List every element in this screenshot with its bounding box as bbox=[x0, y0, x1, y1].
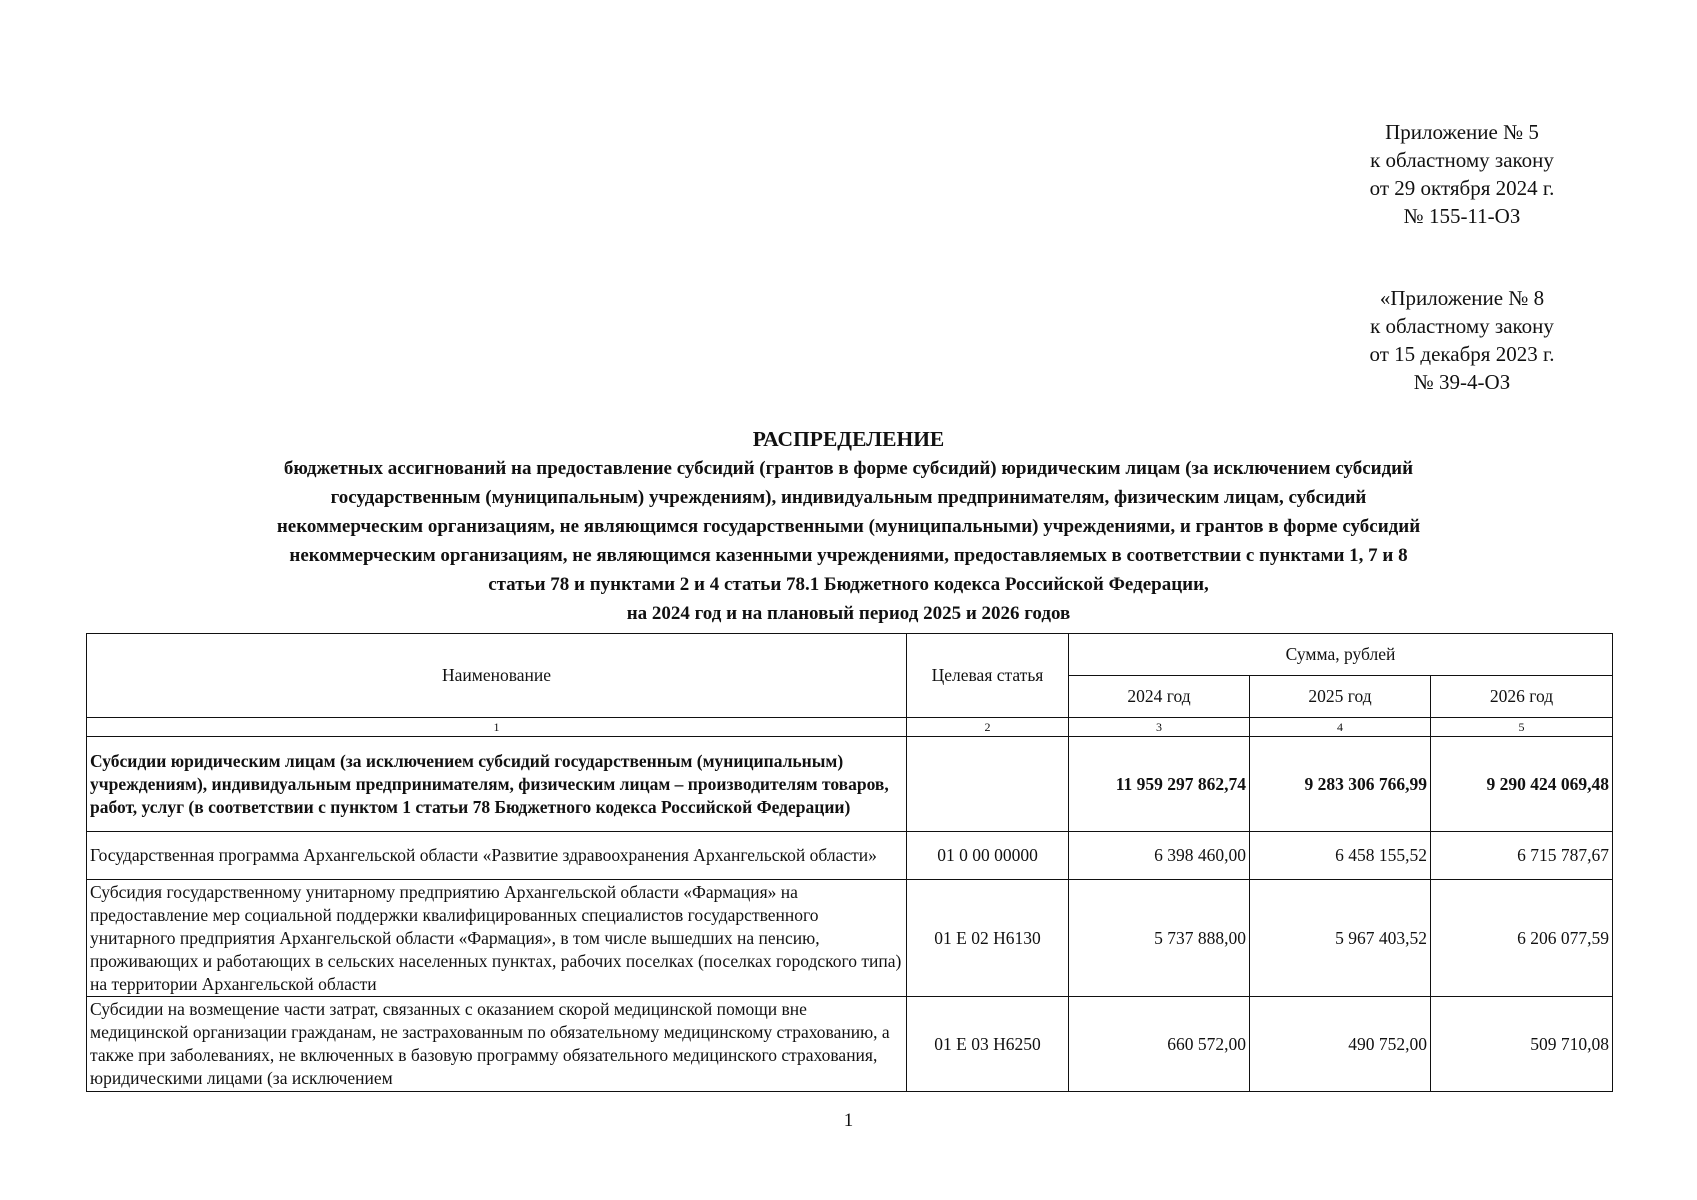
annex-line: № 39-4-ОЗ bbox=[1413, 370, 1511, 394]
header-name: Наименование bbox=[87, 634, 907, 718]
table-row bbox=[87, 880, 1613, 997]
row-name: Субсидии на возмещение части затрат, связанных с оказанием скорой медицинской помощи вне медицинской организации гражданам, не застрахованным по обязательному медицинскому страхованию, а также при заболеваниях, не включенных в базовую программу обязательного медицинского страхования, юридическими лицами (за исключением bbox=[87, 997, 907, 1092]
header-sum: Сумма, рублей bbox=[1069, 634, 1613, 676]
header-year-2025: 2025 год bbox=[1250, 676, 1431, 718]
header-year-2026: 2026 год bbox=[1431, 676, 1613, 718]
title-line: на 2024 год и на плановый период 2025 и 2026 годов bbox=[626, 603, 1071, 624]
title-line: статьи 78 и пунктами 2 и 4 статьи 78.1 Бюджетного кодекса Российской Федерации, bbox=[488, 574, 1209, 595]
page-number: 1 bbox=[843, 1110, 854, 1131]
row-amount-2026: 6 715 787,67 bbox=[1431, 832, 1613, 880]
column-number: 5 bbox=[1431, 718, 1613, 737]
document-title bbox=[86, 424, 1611, 628]
row-amount-2026: 6 206 077,59 bbox=[1431, 880, 1613, 997]
annex-line: «Приложение № 8 bbox=[1379, 286, 1545, 310]
title-line: государственным (муниципальным) учреждениям), индивидуальным предпринимателям, физическим лицам, субсидий bbox=[330, 487, 1367, 508]
row-amount-2025: 9 283 306 766,99 bbox=[1250, 737, 1431, 832]
table-row bbox=[87, 832, 1613, 880]
annex-line: № 155-11-ОЗ bbox=[1403, 204, 1521, 228]
title-line: некоммерческим организациям, не являющимся государственными (муниципальными) учреждениями, и грантов в форме субсидий bbox=[276, 516, 1421, 537]
row-amount-2025: 5 967 403,52 bbox=[1250, 880, 1431, 997]
annex-line: к областному закону bbox=[1370, 314, 1554, 338]
annex-line: от 29 октября 2024 г. bbox=[1369, 176, 1555, 200]
row-amount-2024: 6 398 460,00 bbox=[1069, 832, 1250, 880]
header-year-2024: 2024 год bbox=[1069, 676, 1250, 718]
row-amount-2025: 6 458 155,52 bbox=[1250, 832, 1431, 880]
annex-original-reference bbox=[1332, 284, 1592, 396]
row-name: Государственная программа Архангельской области «Развитие здравоохранения Архангельской области» bbox=[87, 832, 907, 880]
row-amount-2024: 5 737 888,00 bbox=[1069, 880, 1250, 997]
row-name: Субсидии юридическим лицам (за исключением субсидий государственным (муниципальным) учреждениям), индивидуальным предпринимателям, физическим лицам – производителям товаров, работ, услуг (в соответствии с пунктом 1 статьи 78 Бюджетного кодекса Российской Федерации) bbox=[87, 737, 907, 832]
row-amount-2026: 509 710,08 bbox=[1431, 997, 1613, 1092]
header-code: Целевая статья bbox=[907, 634, 1069, 718]
column-number: 3 bbox=[1069, 718, 1250, 737]
budget-table bbox=[86, 633, 1613, 1092]
title-line: некоммерческим организациям, не являющимся казенными учреждениями, предоставляемых в соответствии с пунктами 1, 7 и 8 bbox=[289, 545, 1408, 566]
column-number: 4 bbox=[1250, 718, 1431, 737]
annex-line: от 15 декабря 2023 г. bbox=[1369, 342, 1555, 366]
row-code: 01 0 00 00000 bbox=[907, 832, 1069, 880]
row-code bbox=[907, 737, 1069, 832]
annex-line: Приложение № 5 bbox=[1385, 120, 1539, 144]
row-amount-2026: 9 290 424 069,48 bbox=[1431, 737, 1613, 832]
table-row bbox=[87, 737, 1613, 832]
row-amount-2024: 11 959 297 862,74 bbox=[1069, 737, 1250, 832]
row-code: 01 Е 02 Н6130 bbox=[907, 880, 1069, 997]
annex-line: к областному закону bbox=[1370, 148, 1554, 172]
row-code: 01 Е 03 Н6250 bbox=[907, 997, 1069, 1092]
row-amount-2024: 660 572,00 bbox=[1069, 997, 1250, 1092]
column-number: 2 bbox=[907, 718, 1069, 737]
row-amount-2025: 490 752,00 bbox=[1250, 997, 1431, 1092]
annex-current-reference bbox=[1332, 118, 1592, 230]
title-heading: РАСПРЕДЕЛЕНИЕ bbox=[752, 427, 945, 451]
column-number: 1 bbox=[87, 718, 907, 737]
table-row bbox=[87, 997, 1613, 1092]
title-line: бюджетных ассигнований на предоставление субсидий (грантов в форме субсидий) юридическим лицам (за исключением субсидий bbox=[283, 458, 1414, 479]
row-name: Субсидия государственному унитарному предприятию Архангельской области «Фармация» на предоставление мер социальной поддержки квалифицированных специалистов государственного унитарного предприятия Архангельской области «Фармация», в том числе вышедших на пенсию, проживающих и работающих в сельских населенных пунктах, рабочих поселках (поселках городского типа) на территории Архангельской области bbox=[87, 880, 907, 997]
